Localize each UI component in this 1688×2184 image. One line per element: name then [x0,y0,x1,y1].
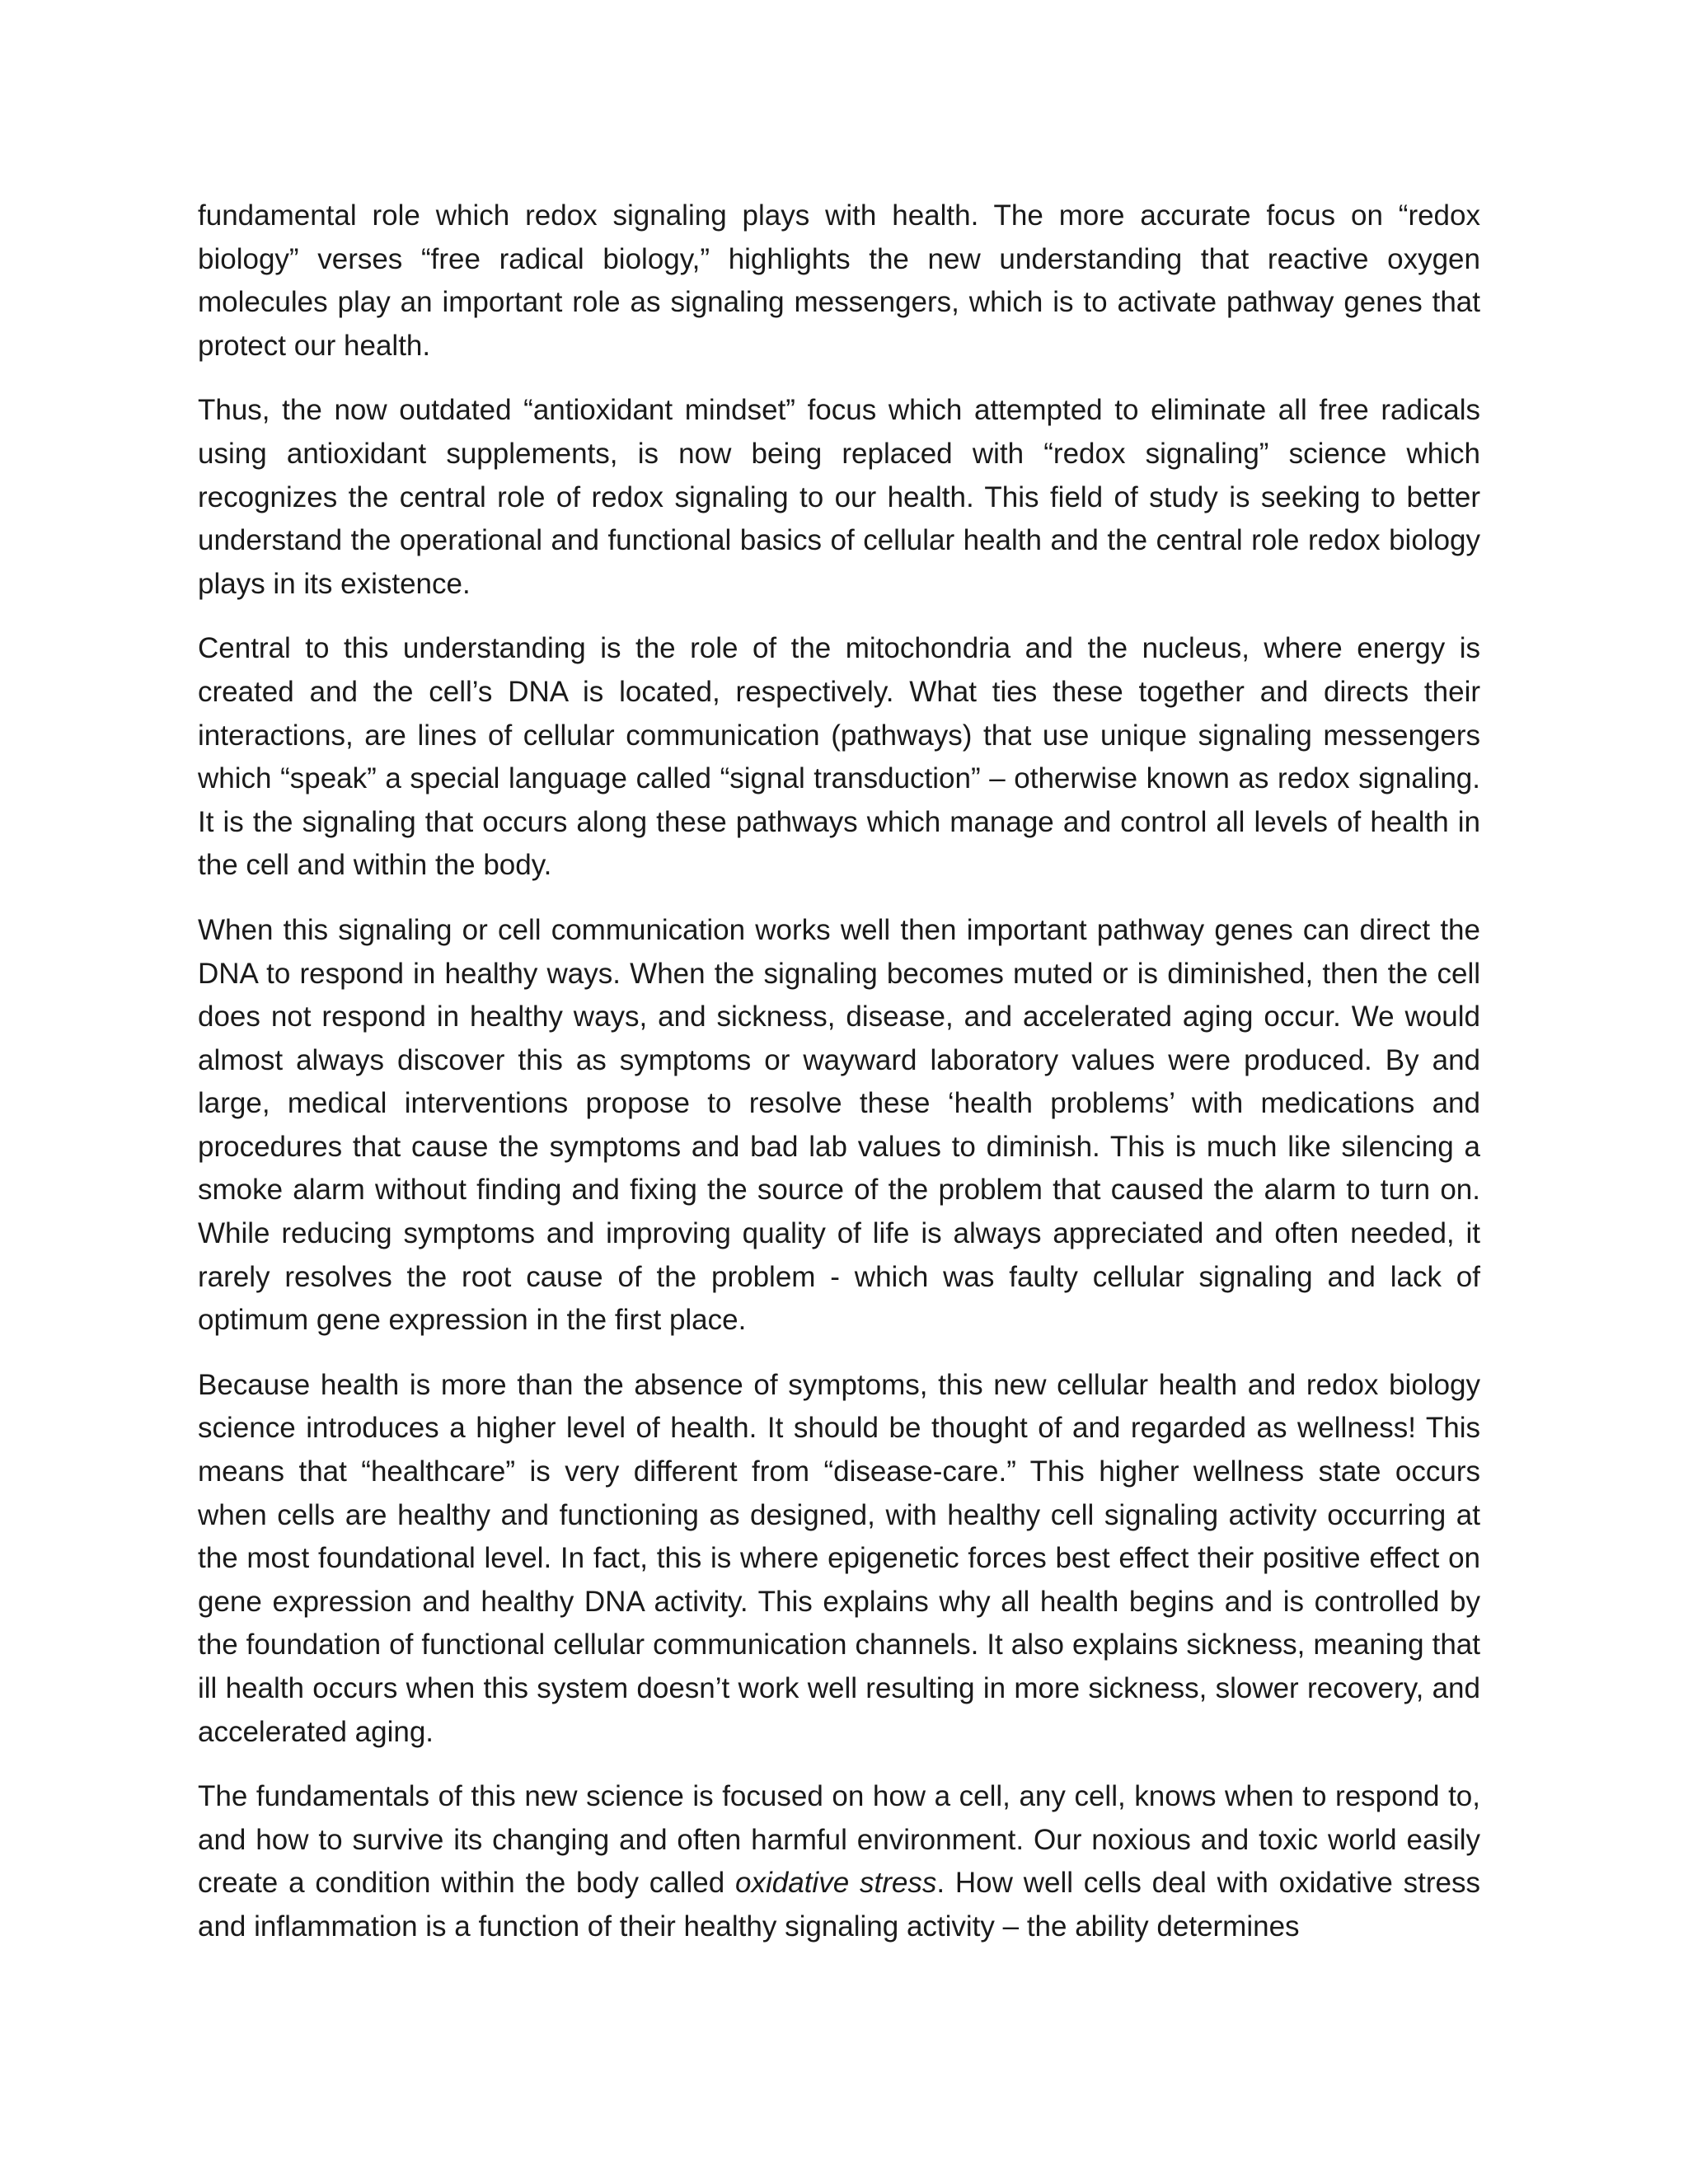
paragraph-6-text-after: . How well cells deal with oxidative stress and inflammation is a function of their healthy signaling activity – the ability determines [198,1867,1480,1943]
paragraph-3: Central to this understanding is the role of the mitochondria and the nucleus, where energy is created and the cell’s DNA is located, respectively. What ties these together and directs their interactions, are lines of cellular communication (pathways) that use unique signaling messengers which “speak” a special language called “signal transduction” – otherwise known as redox signaling. It is the signaling that occurs along these pathways which manage and control all levels of health in the cell and within the body. [198,632,1480,882]
paragraph-5: Because health is more than the absence of symptoms, this new cellular health and redox biology science introduces a higher level of health. It should be thought of and regarded as wellness! This means that “healthcare” is very different from “disease-care.” This higher wellness state occurs when cells are healthy and functioning as designed, with healthy cell signaling activity occurring at the most foundational level. In fact, this is where epigenetic forces best effect their positive effect on gene expression and healthy DNA activity. This explains why all health begins and is controlled by the foundation of functional cellular communication channels. It also explains sickness, meaning that ill health occurs when this system doesn’t work well resulting in more sickness, slower recovery, and accelerated aging. [198,1368,1480,1748]
paragraph-6-italic-term: oxidative stress [735,1867,937,1900]
paragraph-2: Thus, the now outdated “antioxidant mindset” focus which attempted to eliminate all free radicals using antioxidant supplements, is now being replaced with “redox signaling” science which recognizes the central role of redox signaling to our health. This field of study is seeking to better understand the operational and functional basics of cellular health and the central role redox biology plays in its existence. [198,394,1480,600]
paragraph-1: fundamental role which redox signaling plays with health. The more accurate focus on “redox biology” verses “free radical biology,” highlights the new understanding that reactive oxygen molecules play an important role as signaling messengers, which is to activate pathway genes that protect our health. [198,199,1480,362]
body-text [198,194,1480,1949]
paragraph-6 [198,1775,1480,1948]
paragraph-6-text-before: The fundamentals of this new science is focused on how a cell, any cell, knows when to respond to, and how to survive its changing and often harmful environment. Our noxious and toxic world easily create a condition within the body called [198,1780,1480,1900]
paragraph-4: When this signaling or cell communication works well then important pathway genes can direct the DNA to respond in healthy ways. When the signaling becomes muted or is diminished, then the cell does not respond in healthy ways, and sickness, disease, and accelerated aging occur. We would almost always discover this as symptoms or wayward laboratory values were produced. By and large, medical interventions propose to resolve these ‘health problems’ with medications and procedures that cause the symptoms and bad lab values to diminish. This is much like silencing a smoke alarm without finding and fixing the source of the problem that caused the alarm to turn on. While reducing symptoms and improving quality of life is always appreciated and often needed, it rarely resolves the root cause of the problem - which was faulty cellular signaling and lack of optimum gene expression in the first place. [198,913,1480,1337]
